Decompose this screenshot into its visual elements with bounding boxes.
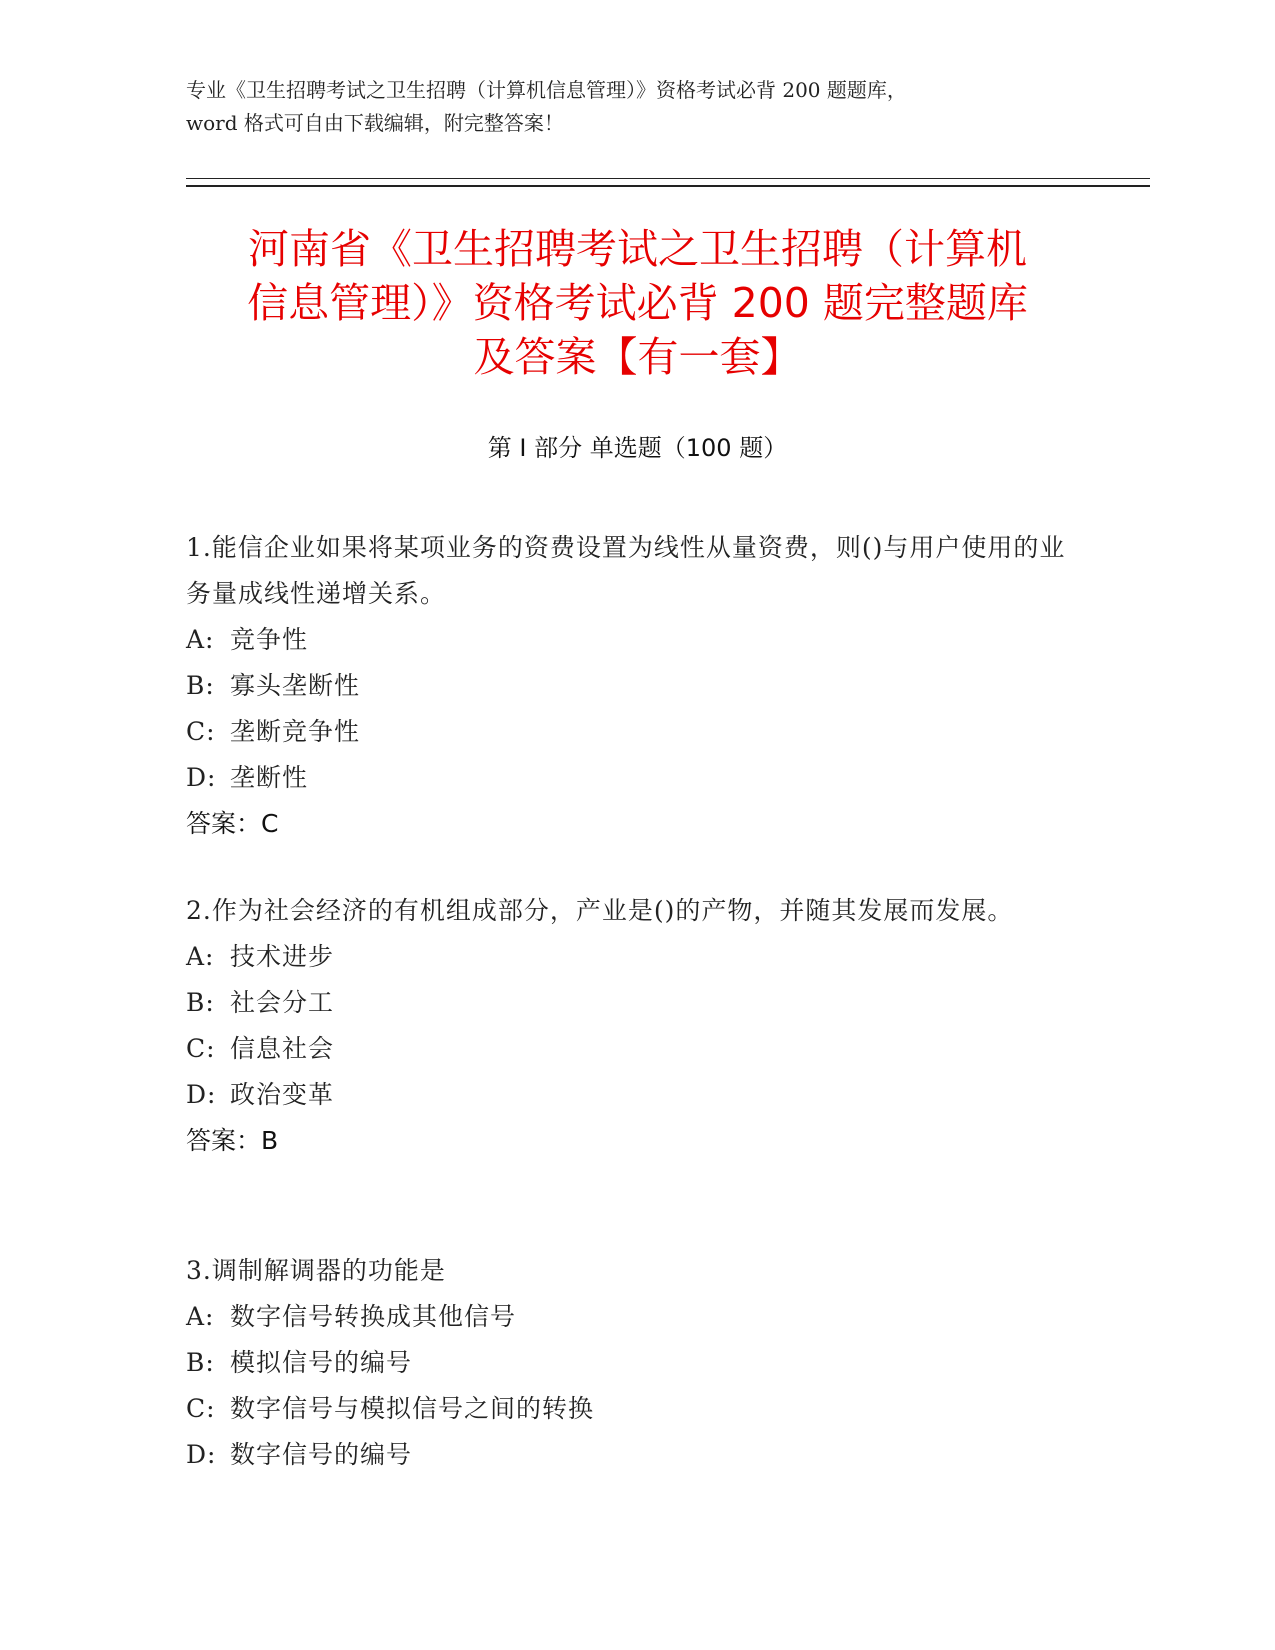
- question-3: [186, 1248, 1076, 1478]
- question-stem: 3.调制解调器的功能是: [186, 1256, 446, 1285]
- option-text: 数字信号与模拟信号之间的转换: [230, 1394, 595, 1423]
- document-title: [150, 222, 1125, 384]
- option-text: 模拟信号的编号: [230, 1348, 413, 1377]
- option-a: [186, 1294, 1076, 1340]
- header-note-line1: 专业《卫生招聘考试之卫生招聘（计算机信息管理）》资格考试必背 200 题题库，: [186, 78, 907, 102]
- document-title-line1: 河南省《卫生招聘考试之卫生招聘（计算机: [248, 225, 1027, 273]
- option-text: 竞争性: [230, 625, 309, 654]
- answer-line: 答案：C: [186, 809, 279, 838]
- option-d: [186, 755, 1076, 801]
- option-b: [186, 1340, 1076, 1386]
- question-stem: 1.能信企业如果将某项业务的资费设置为线性从量资费，则()与用户使用的业务量成线性递增关系。: [186, 533, 1066, 608]
- header-divider-thin: [186, 178, 1150, 179]
- question-stem: 2.作为社会经济的有机组成部分，产业是()的产物，并随其发展而发展。: [186, 896, 1014, 925]
- option-key: A:: [186, 942, 215, 971]
- option-text: 数字信号转换成其他信号: [230, 1302, 517, 1331]
- option-key: A:: [186, 625, 215, 654]
- header-note-line2: word 格式可自由下载编辑，附完整答案！: [186, 111, 564, 135]
- option-key: C:: [186, 717, 216, 746]
- option-text: 政治变革: [230, 1080, 335, 1109]
- option-text: 信息社会: [230, 1034, 335, 1063]
- option-key: B:: [186, 988, 215, 1017]
- option-text: 垄断性: [230, 763, 309, 792]
- option-key: C:: [186, 1394, 216, 1423]
- header-note: [186, 74, 1086, 140]
- option-text: 寡头垄断性: [230, 671, 361, 700]
- document-title-line3: 及答案【有一套】: [473, 333, 802, 381]
- option-key: D:: [186, 1440, 217, 1469]
- option-key: B:: [186, 1348, 215, 1377]
- option-key: A:: [186, 1302, 215, 1331]
- header-divider-thick: [186, 185, 1150, 187]
- option-a: [186, 934, 1076, 980]
- option-key: C:: [186, 1034, 216, 1063]
- document-title-line2: 信息管理）》资格考试必背 200 题完整题库: [247, 279, 1028, 327]
- option-d: [186, 1432, 1076, 1478]
- option-c: [186, 1386, 1076, 1432]
- option-a: [186, 617, 1076, 663]
- option-c: [186, 1026, 1076, 1072]
- option-d: [186, 1072, 1076, 1118]
- question-1: [186, 525, 1076, 847]
- option-key: D:: [186, 763, 217, 792]
- section-title: 第 I 部分 单选题（100 题）: [487, 434, 788, 462]
- option-text: 社会分工: [230, 988, 335, 1017]
- option-c: [186, 709, 1076, 755]
- option-key: B:: [186, 671, 215, 700]
- option-text: 垄断竞争性: [230, 717, 361, 746]
- option-b: [186, 980, 1076, 1026]
- option-key: D:: [186, 1080, 217, 1109]
- option-text: 数字信号的编号: [230, 1440, 413, 1469]
- question-2: [186, 888, 1076, 1164]
- option-text: 技术进步: [230, 942, 335, 971]
- option-b: [186, 663, 1076, 709]
- answer-line: 答案：B: [186, 1126, 279, 1155]
